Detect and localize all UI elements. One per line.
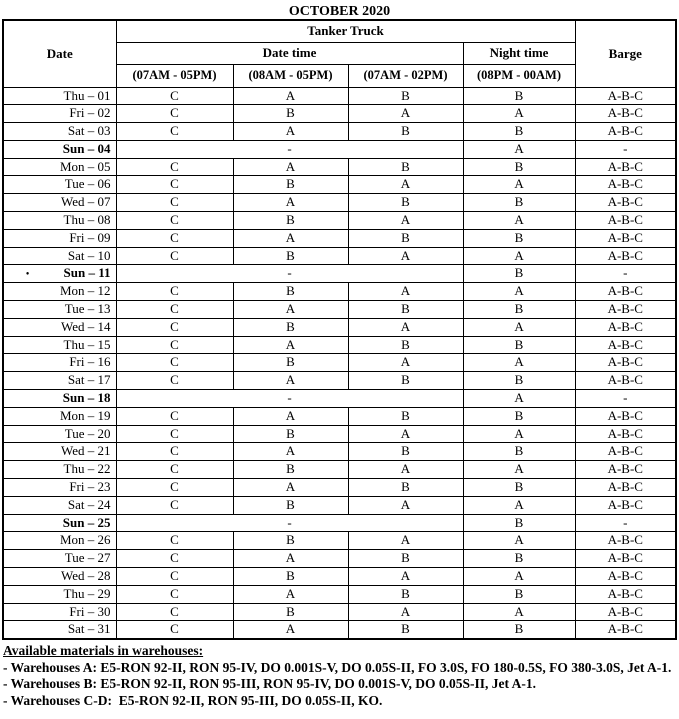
header-tanker-truck: Tanker Truck bbox=[116, 20, 575, 42]
date-cell bbox=[3, 105, 116, 123]
date-label: Tue – 27 bbox=[64, 550, 111, 566]
shift-cell: C bbox=[116, 550, 233, 568]
date-label: Fri – 16 bbox=[69, 354, 111, 370]
table-row bbox=[3, 229, 676, 247]
shift-cell: A bbox=[233, 123, 348, 141]
barge-cell: A-B-C bbox=[575, 318, 676, 336]
shift-cell: A bbox=[233, 621, 348, 639]
shift-cell: B bbox=[348, 443, 463, 461]
shift-cell: C bbox=[116, 194, 233, 212]
shift-cell: B bbox=[233, 176, 348, 194]
shift-cell: B bbox=[233, 212, 348, 230]
shift-cell: C bbox=[116, 621, 233, 639]
night-cell: B bbox=[463, 407, 575, 425]
shift-cell: A bbox=[348, 532, 463, 550]
shift-cell: A bbox=[233, 443, 348, 461]
date-label: Fri – 23 bbox=[69, 479, 111, 495]
footer-note: - Warehouses A: E5-RON 92-II, RON 95-IV, DO 0.001S-V, DO 0.05S-II, FO 3.0S, FO 180-0.5S, FO 380-3.0S, Jet A-1. bbox=[3, 659, 672, 675]
shift-cell: A bbox=[348, 461, 463, 479]
date-label: Mon – 19 bbox=[59, 407, 111, 423]
shift-cell: A bbox=[348, 176, 463, 194]
shift-cell: C bbox=[116, 532, 233, 550]
barge-cell: A-B-C bbox=[575, 283, 676, 301]
date-label: Thu – 22 bbox=[63, 461, 111, 477]
night-cell: A bbox=[463, 140, 575, 158]
date-label: Thu – 29 bbox=[63, 585, 111, 601]
shift-cell: C bbox=[116, 176, 233, 194]
table-row bbox=[3, 514, 676, 532]
shift-cell: A bbox=[233, 372, 348, 390]
date-cell bbox=[3, 621, 116, 639]
night-cell: A bbox=[463, 354, 575, 372]
shift-cell: B bbox=[348, 301, 463, 319]
date-cell bbox=[3, 496, 116, 514]
night-cell: A bbox=[463, 568, 575, 586]
shift-cell: C bbox=[116, 212, 233, 230]
table-row bbox=[3, 87, 676, 105]
barge-cell: - bbox=[575, 265, 676, 283]
date-label: Mon – 12 bbox=[59, 283, 111, 299]
barge-cell: A-B-C bbox=[575, 372, 676, 390]
date-cell bbox=[3, 479, 116, 497]
merged-daytime-cell: - bbox=[116, 514, 463, 532]
shift-cell: C bbox=[116, 247, 233, 265]
date-label: Fri – 30 bbox=[69, 603, 111, 619]
shift-cell: A bbox=[233, 407, 348, 425]
date-cell bbox=[3, 318, 116, 336]
shift-cell: B bbox=[233, 247, 348, 265]
date-label: Sat – 24 bbox=[67, 496, 111, 512]
shift-cell: A bbox=[348, 283, 463, 301]
night-cell: B bbox=[463, 194, 575, 212]
night-cell: A bbox=[463, 105, 575, 123]
date-cell bbox=[3, 265, 116, 283]
date-label: Sun – 18 bbox=[62, 390, 111, 406]
barge-cell: A-B-C bbox=[575, 105, 676, 123]
date-label: Thu – 08 bbox=[63, 212, 111, 228]
barge-cell: A-B-C bbox=[575, 158, 676, 176]
shift-cell: A bbox=[348, 318, 463, 336]
night-cell: A bbox=[463, 425, 575, 443]
footer-note: - Warehouses B: E5-RON 92-II, RON 95-III, RON 95-IV, DO 0.001S-V, DO 0.05S-II, Jet A-1. bbox=[3, 676, 537, 692]
barge-cell: A-B-C bbox=[575, 123, 676, 141]
night-cell: A bbox=[463, 390, 575, 408]
shift-cell: B bbox=[348, 194, 463, 212]
header-time-range-4: (08PM - 00AM) bbox=[463, 64, 575, 87]
date-label: Wed – 14 bbox=[61, 318, 111, 334]
night-cell: A bbox=[463, 176, 575, 194]
night-cell: B bbox=[463, 585, 575, 603]
shift-cell: B bbox=[233, 568, 348, 586]
shift-cell: A bbox=[233, 585, 348, 603]
night-cell: A bbox=[463, 532, 575, 550]
date-cell bbox=[3, 247, 116, 265]
shift-cell: B bbox=[233, 496, 348, 514]
shift-cell: A bbox=[348, 247, 463, 265]
night-cell: A bbox=[463, 603, 575, 621]
date-cell bbox=[3, 514, 116, 532]
shift-cell: A bbox=[348, 354, 463, 372]
night-cell: B bbox=[463, 443, 575, 461]
shift-cell: B bbox=[233, 105, 348, 123]
shift-cell: B bbox=[348, 585, 463, 603]
shift-cell: C bbox=[116, 425, 233, 443]
shift-cell: B bbox=[233, 461, 348, 479]
table-row bbox=[3, 390, 676, 408]
date-label: Tue – 06 bbox=[64, 176, 111, 192]
shift-cell: B bbox=[233, 283, 348, 301]
shift-cell: B bbox=[233, 425, 348, 443]
night-cell: B bbox=[463, 229, 575, 247]
table-row bbox=[3, 318, 676, 336]
barge-cell: - bbox=[575, 390, 676, 408]
table-row bbox=[3, 425, 676, 443]
barge-cell: - bbox=[575, 514, 676, 532]
shift-cell: C bbox=[116, 123, 233, 141]
date-label: Fri – 02 bbox=[69, 105, 111, 121]
shift-cell: A bbox=[348, 568, 463, 586]
date-cell bbox=[3, 407, 116, 425]
header-barge: Barge bbox=[575, 20, 676, 87]
shift-cell: C bbox=[116, 407, 233, 425]
barge-cell: A-B-C bbox=[575, 479, 676, 497]
shift-cell: C bbox=[116, 336, 233, 354]
table-row bbox=[3, 283, 676, 301]
barge-cell: A-B-C bbox=[575, 354, 676, 372]
date-cell bbox=[3, 212, 116, 230]
bullet-marker: • bbox=[26, 268, 30, 279]
barge-cell: A-B-C bbox=[575, 176, 676, 194]
shift-cell: B bbox=[348, 550, 463, 568]
shift-cell: B bbox=[348, 158, 463, 176]
table-row bbox=[3, 603, 676, 621]
table-row bbox=[3, 301, 676, 319]
shift-cell: B bbox=[233, 603, 348, 621]
date-label: Sun – 04 bbox=[62, 140, 111, 156]
footer-note: - Warehouses C-D: E5-RON 92-II, RON 95-III, DO 0.05S-II, KO. bbox=[3, 692, 383, 708]
barge-cell: A-B-C bbox=[575, 87, 676, 105]
shift-cell: A bbox=[233, 229, 348, 247]
date-cell bbox=[3, 301, 116, 319]
date-label: Thu – 15 bbox=[63, 336, 111, 352]
table-row bbox=[3, 194, 676, 212]
shift-cell: A bbox=[233, 87, 348, 105]
barge-cell: A-B-C bbox=[575, 443, 676, 461]
shift-cell: A bbox=[233, 301, 348, 319]
date-label: Fri – 09 bbox=[69, 229, 111, 245]
table-row bbox=[3, 372, 676, 390]
table-row bbox=[3, 479, 676, 497]
schedule-table bbox=[2, 19, 677, 640]
date-label: Sat – 17 bbox=[67, 372, 111, 388]
date-cell bbox=[3, 87, 116, 105]
table-row bbox=[3, 336, 676, 354]
table-row bbox=[3, 123, 676, 141]
table-row bbox=[3, 158, 676, 176]
night-cell: A bbox=[463, 318, 575, 336]
table-row bbox=[3, 140, 676, 158]
date-label: Tue – 20 bbox=[64, 425, 111, 441]
night-cell: B bbox=[463, 550, 575, 568]
date-cell bbox=[3, 336, 116, 354]
shift-cell: B bbox=[348, 336, 463, 354]
barge-cell: A-B-C bbox=[575, 550, 676, 568]
date-label: Sat – 03 bbox=[67, 123, 111, 139]
date-label: Sat – 10 bbox=[67, 247, 111, 263]
table-row bbox=[3, 585, 676, 603]
barge-cell: A-B-C bbox=[575, 496, 676, 514]
shift-cell: C bbox=[116, 283, 233, 301]
shift-cell: C bbox=[116, 229, 233, 247]
shift-cell: C bbox=[116, 461, 233, 479]
shift-cell: C bbox=[116, 318, 233, 336]
footer-heading: Available materials in warehouses: bbox=[3, 643, 204, 659]
date-cell bbox=[3, 443, 116, 461]
date-cell bbox=[3, 585, 116, 603]
date-cell bbox=[3, 158, 116, 176]
shift-cell: A bbox=[233, 479, 348, 497]
shift-cell: A bbox=[348, 212, 463, 230]
shift-cell: B bbox=[348, 621, 463, 639]
date-cell bbox=[3, 532, 116, 550]
shift-cell: C bbox=[116, 568, 233, 586]
date-cell bbox=[3, 372, 116, 390]
table-row bbox=[3, 568, 676, 586]
shift-cell: A bbox=[233, 336, 348, 354]
night-cell: B bbox=[463, 621, 575, 639]
date-label: Tue – 13 bbox=[64, 301, 111, 317]
date-label: Wed – 07 bbox=[61, 194, 111, 210]
table-row bbox=[3, 407, 676, 425]
date-cell bbox=[3, 140, 116, 158]
date-label: Sun – 11 bbox=[63, 265, 111, 281]
night-cell: B bbox=[463, 87, 575, 105]
barge-cell: A-B-C bbox=[575, 407, 676, 425]
barge-cell: A-B-C bbox=[575, 461, 676, 479]
table-row bbox=[3, 354, 676, 372]
night-cell: B bbox=[463, 479, 575, 497]
barge-cell: A-B-C bbox=[575, 247, 676, 265]
page-title: OCTOBER 2020 bbox=[288, 4, 391, 19]
table-row bbox=[3, 212, 676, 230]
night-cell: B bbox=[463, 514, 575, 532]
shift-cell: C bbox=[116, 87, 233, 105]
shift-cell: B bbox=[233, 532, 348, 550]
date-label: Mon – 05 bbox=[59, 158, 111, 174]
shift-cell: B bbox=[348, 372, 463, 390]
shift-cell: B bbox=[233, 354, 348, 372]
shift-cell: B bbox=[233, 318, 348, 336]
barge-cell: A-B-C bbox=[575, 425, 676, 443]
night-cell: A bbox=[463, 283, 575, 301]
night-cell: B bbox=[463, 265, 575, 283]
shift-cell: C bbox=[116, 443, 233, 461]
table-row bbox=[3, 621, 676, 639]
date-cell bbox=[3, 603, 116, 621]
shift-cell: C bbox=[116, 158, 233, 176]
night-cell: A bbox=[463, 496, 575, 514]
shift-cell: A bbox=[233, 194, 348, 212]
barge-cell: A-B-C bbox=[575, 532, 676, 550]
shift-cell: B bbox=[348, 479, 463, 497]
header-date-time: Date time bbox=[116, 42, 463, 64]
header-time-range-3: (07AM - 02PM) bbox=[348, 64, 463, 87]
table-row bbox=[3, 247, 676, 265]
header-night-time: Night time bbox=[463, 42, 575, 64]
header-time-range-2: (08AM - 05PM) bbox=[233, 64, 348, 87]
night-cell: B bbox=[463, 336, 575, 354]
shift-cell: C bbox=[116, 105, 233, 123]
table-row bbox=[3, 461, 676, 479]
date-cell bbox=[3, 194, 116, 212]
shift-cell: C bbox=[116, 301, 233, 319]
schedule-header bbox=[3, 20, 676, 87]
table-row bbox=[3, 176, 676, 194]
shift-cell: A bbox=[348, 105, 463, 123]
night-cell: B bbox=[463, 301, 575, 319]
date-label: Sat – 31 bbox=[67, 621, 111, 637]
header-time-range-1: (07AM - 05PM) bbox=[116, 64, 233, 87]
shift-cell: C bbox=[116, 603, 233, 621]
table-row bbox=[3, 265, 676, 283]
header-row-1 bbox=[3, 20, 676, 42]
date-label: Wed – 21 bbox=[61, 443, 111, 459]
shift-cell: C bbox=[116, 585, 233, 603]
date-cell bbox=[3, 283, 116, 301]
date-cell bbox=[3, 568, 116, 586]
table-row bbox=[3, 105, 676, 123]
shift-cell: A bbox=[348, 603, 463, 621]
barge-cell: A-B-C bbox=[575, 585, 676, 603]
header-date: Date bbox=[3, 20, 116, 87]
night-cell: A bbox=[463, 461, 575, 479]
shift-cell: A bbox=[348, 496, 463, 514]
barge-cell: A-B-C bbox=[575, 212, 676, 230]
shift-cell: B bbox=[348, 407, 463, 425]
date-label: Mon – 26 bbox=[59, 532, 111, 548]
merged-daytime-cell: - bbox=[116, 265, 463, 283]
shift-cell: B bbox=[348, 123, 463, 141]
barge-cell: - bbox=[575, 140, 676, 158]
barge-cell: A-B-C bbox=[575, 194, 676, 212]
merged-daytime-cell: - bbox=[116, 140, 463, 158]
date-cell bbox=[3, 461, 116, 479]
table-row bbox=[3, 550, 676, 568]
night-cell: A bbox=[463, 247, 575, 265]
shift-cell: B bbox=[348, 229, 463, 247]
shift-cell: A bbox=[348, 425, 463, 443]
shift-cell: A bbox=[233, 158, 348, 176]
barge-cell: A-B-C bbox=[575, 603, 676, 621]
footer bbox=[3, 643, 679, 709]
date-cell bbox=[3, 550, 116, 568]
date-cell bbox=[3, 176, 116, 194]
table-row bbox=[3, 443, 676, 461]
night-cell: B bbox=[463, 372, 575, 390]
shift-cell: A bbox=[233, 550, 348, 568]
night-cell: A bbox=[463, 212, 575, 230]
shift-cell: C bbox=[116, 354, 233, 372]
date-label: Wed – 28 bbox=[61, 568, 111, 584]
date-label: Thu – 01 bbox=[63, 87, 111, 103]
barge-cell: A-B-C bbox=[575, 621, 676, 639]
barge-cell: A-B-C bbox=[575, 336, 676, 354]
night-cell: B bbox=[463, 123, 575, 141]
barge-cell: A-B-C bbox=[575, 301, 676, 319]
schedule-body bbox=[3, 87, 676, 639]
shift-cell: C bbox=[116, 372, 233, 390]
barge-cell: A-B-C bbox=[575, 568, 676, 586]
date-label: Sun – 25 bbox=[62, 514, 111, 530]
merged-daytime-cell: - bbox=[116, 390, 463, 408]
date-cell bbox=[3, 229, 116, 247]
barge-cell: A-B-C bbox=[575, 229, 676, 247]
date-cell bbox=[3, 425, 116, 443]
shift-cell: B bbox=[348, 87, 463, 105]
date-cell bbox=[3, 390, 116, 408]
shift-cell: C bbox=[116, 496, 233, 514]
table-row bbox=[3, 496, 676, 514]
shift-cell: C bbox=[116, 479, 233, 497]
table-row bbox=[3, 532, 676, 550]
date-cell bbox=[3, 354, 116, 372]
date-cell bbox=[3, 123, 116, 141]
night-cell: B bbox=[463, 158, 575, 176]
